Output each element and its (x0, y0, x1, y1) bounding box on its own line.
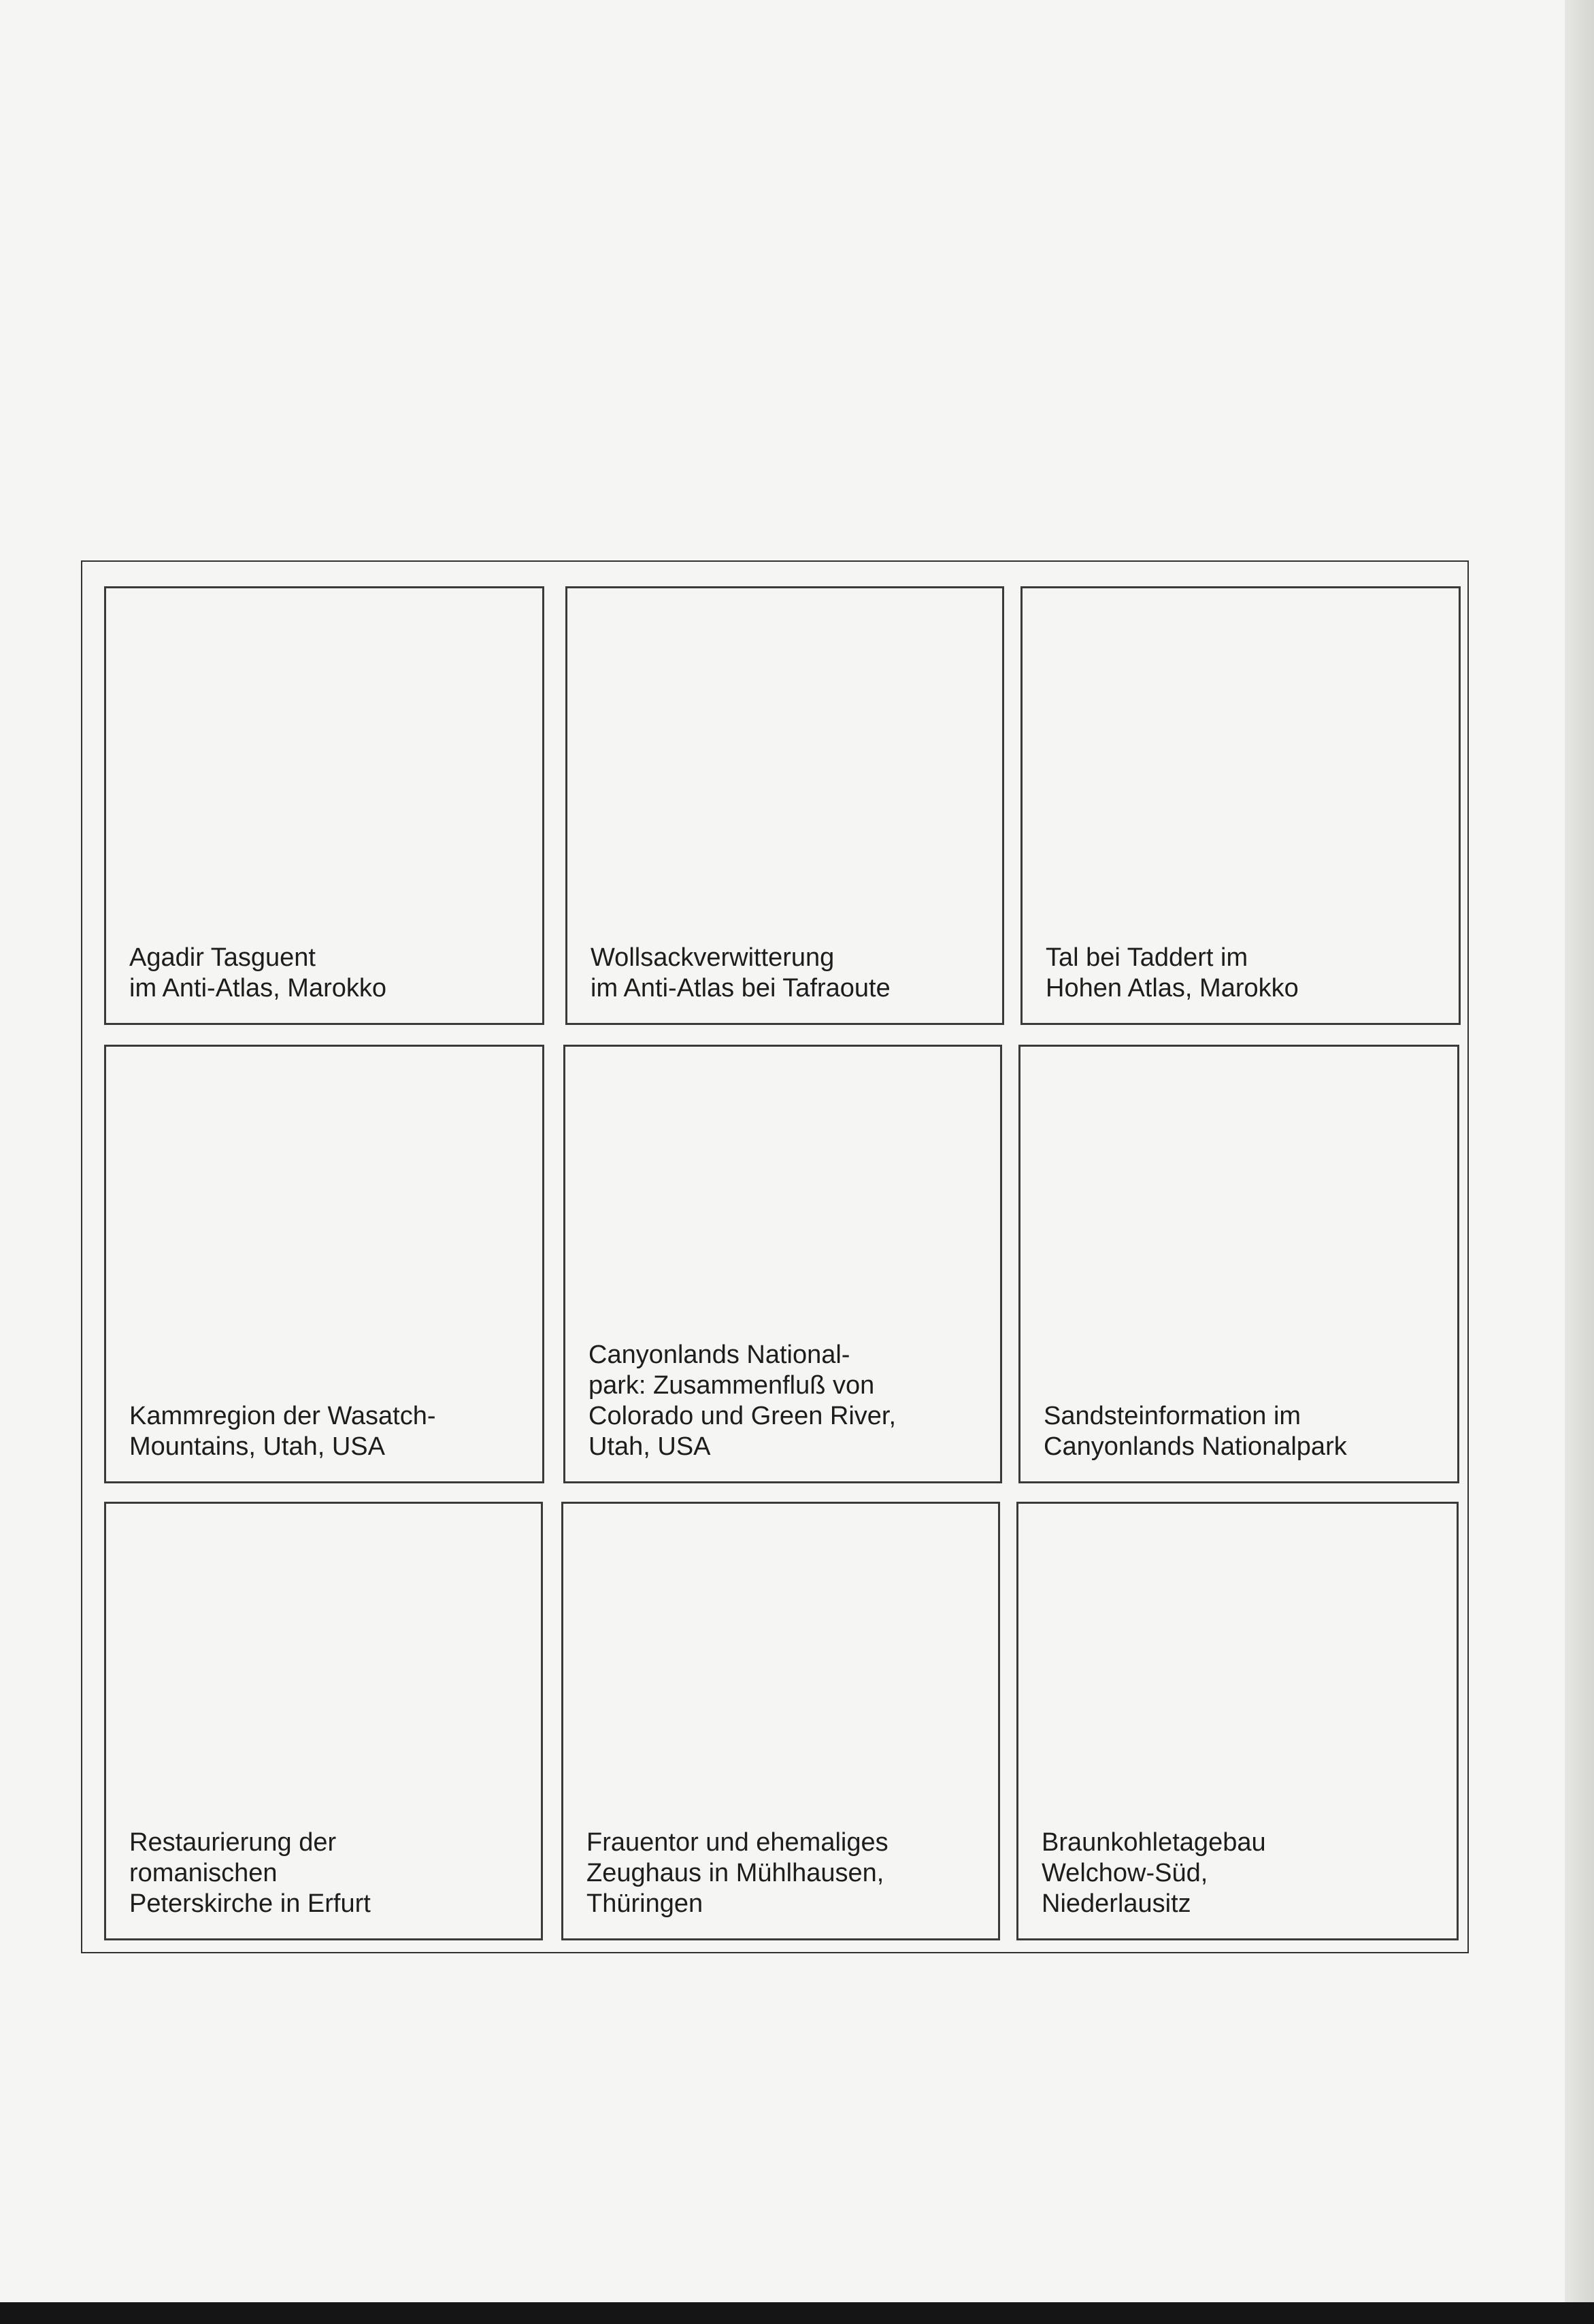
caption-line: Canyonlands Nationalpark (1044, 1432, 1347, 1461)
caption-line: Thüringen (586, 1889, 703, 1918)
caption-line: Hohen Atlas, Marokko (1046, 974, 1299, 1003)
caption-line: Colorado und Green River, (588, 1402, 897, 1430)
photo-caption-6 (1044, 1401, 1444, 1462)
caption-line: park: Zusammenfluß von (588, 1371, 875, 1400)
caption-line: Niederlausitz (1042, 1889, 1191, 1918)
caption-line: Agadir Tasguent (129, 943, 316, 972)
photo-caption-5 (588, 1340, 986, 1462)
photo-placeholder-5 (563, 1045, 1002, 1483)
caption-line: im Anti-Atlas, Marokko (129, 974, 386, 1003)
photo-placeholder-9 (1016, 1502, 1459, 1940)
caption-line: Canyonlands National- (588, 1341, 850, 1369)
caption-line: Zeughaus in Mühlhausen, (586, 1859, 884, 1887)
photo-placeholder-4 (104, 1045, 544, 1483)
caption-line: Restaurierung der (129, 1828, 337, 1857)
photo-caption-9 (1042, 1828, 1443, 1919)
photo-caption-7 (129, 1828, 527, 1919)
photo-caption-1 (129, 943, 529, 1004)
photo-placeholder-7 (104, 1502, 543, 1940)
caption-line: Peterskirche in Erfurt (129, 1889, 371, 1918)
photo-caption-8 (586, 1828, 984, 1919)
photo-caption-4 (129, 1401, 529, 1462)
scan-bottom-edge (0, 2302, 1594, 2324)
photo-caption-3 (1046, 943, 1445, 1004)
caption-line: im Anti-Atlas bei Tafraoute (591, 974, 891, 1003)
caption-line: romanischen (129, 1859, 278, 1887)
caption-line: Frauentor und ehemaliges (586, 1828, 889, 1857)
photo-placeholder-8 (561, 1502, 1000, 1940)
photo-placeholder-1 (104, 586, 544, 1025)
caption-line: Utah, USA (588, 1432, 711, 1461)
photo-placeholder-3 (1020, 586, 1461, 1025)
photo-placeholder-6 (1018, 1045, 1459, 1483)
caption-line: Sandsteinformation im (1044, 1402, 1301, 1430)
caption-line: Tal bei Taddert im (1046, 943, 1248, 972)
photo-placeholder-2 (565, 586, 1004, 1025)
caption-line: Welchow-Süd, (1042, 1859, 1208, 1887)
caption-line: Kammregion der Wasatch- (129, 1402, 436, 1430)
caption-line: Braunkohletagebau (1042, 1828, 1266, 1857)
caption-line: Wollsackverwitterung (591, 943, 835, 972)
caption-line: Mountains, Utah, USA (129, 1432, 385, 1461)
photo-caption-2 (591, 943, 989, 1004)
page-edge (1565, 0, 1594, 2324)
